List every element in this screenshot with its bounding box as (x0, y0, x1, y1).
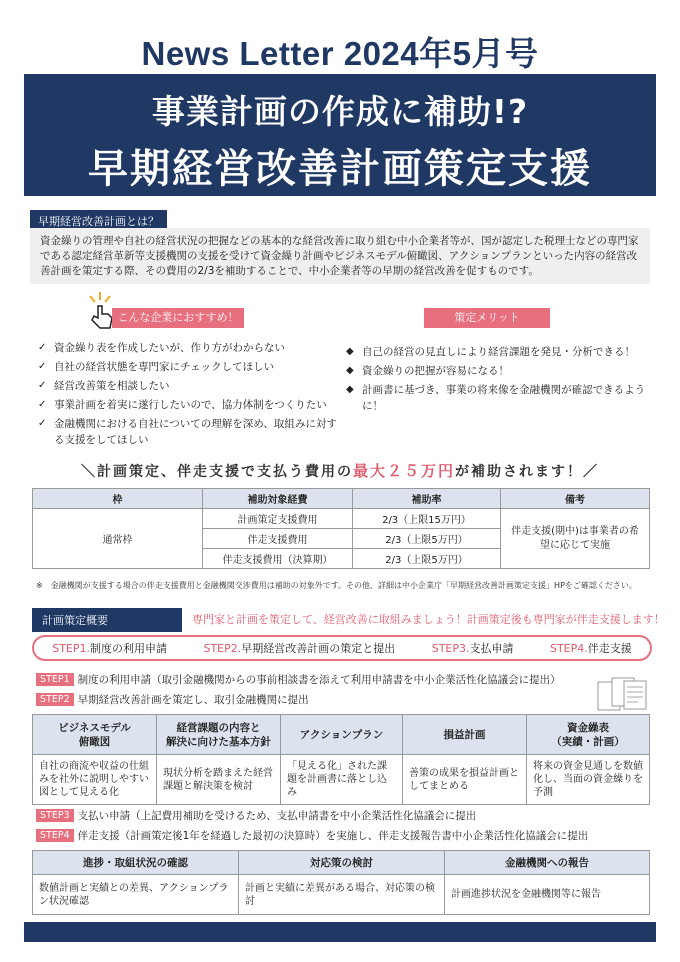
table-note: ※ 金融機関が支援する場合の伴走支援費用と金融機関交渉費用は補助の対象外です。その他、詳細は中小企業庁「早期経営改善計画策定支援」HPをご確認ください。 (36, 581, 637, 590)
step-text: 伴走支援（計画策定後1年を経過した最初の決算時）を実施し、伴走支援報告書中小企業活性化協議会に提出 (77, 830, 589, 842)
table-header: 金融機関への報告 (445, 851, 650, 875)
banner-highlight: 最大２５万円 (352, 462, 455, 480)
table-header: アクションプラン (281, 715, 403, 755)
intro-body: 資金繰りの管理や自社の経営状況の把握などの基本的な経営改善に取り組む中小企業者等が、国が認定した税理士などの専門家である認定経営革新等支援機関の支援を受けて資金繰り計画やビジネスモデル俯瞰図、アクションプランといった内容の経営改善計画を策定する際、その費用の2/3を補助することで、中小企業者等の早期の経営改善を促すものです。 (30, 228, 650, 284)
table-header: 損益計画 (403, 715, 527, 755)
checkmark-icon: ✓ (38, 418, 47, 429)
table-cell: 数値計画と実績との差異、アクションプラン状況確認 (33, 875, 239, 915)
table-cell: 将来の資金見通しを数値化し、当面の資金繰りを予測 (527, 755, 650, 805)
table-row (33, 875, 650, 915)
expense-cell: 伴走支援費用（決算期） (203, 549, 353, 569)
list-item: ✓ 金融機関における自社についての理解を深め、取組みに対する支援をしてほしい (38, 418, 337, 446)
table-header: 経営課題の内容と 解決に向けた基本方針 (157, 715, 281, 755)
diamond-bullet-icon: ◆ (346, 346, 354, 357)
step-item: STEP4.伴走支援 (549, 642, 632, 655)
list-item: ◆ 資金繰りの把握が容易になる！ (346, 365, 509, 377)
table-header: 進捗・取組状況の確認 (33, 851, 239, 875)
step-item: STEP1.制度の利用申請 (52, 642, 168, 655)
remark-cell: 伴走支援(期中)は事業者の希望に応じて実施 (501, 509, 650, 569)
step-item: STEP3.支払申請 (431, 642, 514, 655)
hero-line2: 早期経営改善計画策定支援 (88, 146, 592, 192)
expense-cell: 伴走支援費用 (203, 529, 353, 549)
support-table (32, 850, 650, 915)
hero-banner (24, 74, 656, 196)
table-cell: 計画と実績に差異がある場合、対応策の検討 (239, 875, 445, 915)
checkmark-icon: ✓ (38, 342, 47, 353)
table-cell: 善策の成果を損益計画としてまとめる (403, 755, 527, 805)
diamond-bullet-icon: ◆ (346, 365, 354, 376)
table-row (33, 755, 650, 805)
banner-prefix: ＼計画策定、伴走支援で支払う費用の (80, 464, 353, 480)
pointing-hand-icon (86, 292, 114, 330)
merit-heading: 策定メリット (424, 308, 550, 328)
recommend-list (38, 340, 338, 451)
footer-bar (24, 922, 656, 942)
hero-line1: 事業計画の作成に補助!? (151, 92, 529, 131)
checkmark-icon: ✓ (38, 399, 47, 410)
rate-cell: 2/3（上限15万円） (353, 509, 501, 529)
step-badge: STEP4 (36, 829, 74, 842)
step-text: 制度の利用申請（取引金融機関からの事前相談書を添えて利用申請書を中小企業活性化協議会に提出） (77, 674, 561, 686)
table-header: 備考 (501, 489, 650, 509)
newsletter-title: News Letter 2024年5月号 (141, 35, 539, 72)
step2-line (36, 692, 309, 707)
table-cell: 自社の商流や収益の仕組みを社外に説明しやすい図として見える化 (33, 755, 157, 805)
table-header: 補助対象経費 (203, 489, 353, 509)
table-cell: 「見える化」された課題を計画書に落とし込み (281, 755, 403, 805)
banner-suffix: が補助されます！／ (455, 464, 599, 480)
step1-line (36, 672, 561, 687)
list-item: ✓ 事業計画を着実に遂行したいので、協力体制をつくりたい (38, 399, 327, 411)
list-item: ✓ 経営改善策を相談したい (38, 380, 170, 392)
step4-line (36, 828, 588, 843)
subsidy-banner (0, 460, 680, 481)
table-header: ビジネスモデル 俯瞰図 (33, 715, 157, 755)
plan-table (32, 714, 650, 805)
plan-text: 専門家と計画を策定して、経営改善に取組みましょう！計画策定後も専門家が伴走支援します！ (192, 613, 665, 626)
rate-cell: 2/3（上限5万円） (353, 529, 501, 549)
expense-cell: 計画策定支援費用 (203, 509, 353, 529)
frame-cell: 通常枠 (33, 509, 203, 569)
step-item: STEP2.早期経営改善計画の策定と提出 (203, 642, 396, 655)
merit-list (346, 344, 656, 417)
table-header: 補助率 (353, 489, 501, 509)
diamond-bullet-icon: ◆ (346, 384, 354, 395)
step3-line (36, 808, 476, 823)
steps-bar (32, 635, 652, 661)
list-item: ◆ 計画書に基づき、事業の将来像を金融機関が確認できるように！ (346, 384, 646, 412)
checkmark-icon: ✓ (38, 380, 47, 391)
list-item: ◆ 自己の経営の見直しにより経営課題を発見・分析できる！ (346, 346, 635, 358)
recommend-heading: こんな企業におすすめ！ (112, 308, 244, 328)
table-cell: 現状分析を踏まえた経営課題と解決策を検討 (157, 755, 281, 805)
plan-heading: 計画策定概要 (32, 608, 182, 632)
step-text: 支払い申請（上記費用補助を受けるため、支払申請書を中小企業活性化協議会に提出 (77, 810, 477, 822)
documents-icon (596, 676, 648, 712)
table-header: 資金繰表 （実績・計画） (527, 715, 650, 755)
table-header: 対応策の検討 (239, 851, 445, 875)
step-badge: STEP3 (36, 809, 74, 822)
rate-cell: 2/3（上限5万円） (353, 549, 501, 569)
list-item: ✓ 自社の経営状態を専門家にチェックしてほしい (38, 361, 275, 373)
subsidy-table (32, 488, 650, 569)
step-badge: STEP2 (36, 693, 74, 706)
intro-heading: 早期経営改善計画とは？ (30, 210, 167, 232)
table-row (33, 509, 650, 529)
checkmark-icon: ✓ (38, 361, 47, 372)
step-text: 早期経営改善計画を策定し、取引金融機関に提出 (77, 694, 309, 706)
step-badge: STEP1 (36, 673, 74, 686)
table-header: 枠 (33, 489, 203, 509)
list-item: ✓ 資金繰り表を作成したいが、作り方がわからない (38, 342, 285, 354)
table-cell: 計画進捗状況を金融機関等に報告 (445, 875, 650, 915)
